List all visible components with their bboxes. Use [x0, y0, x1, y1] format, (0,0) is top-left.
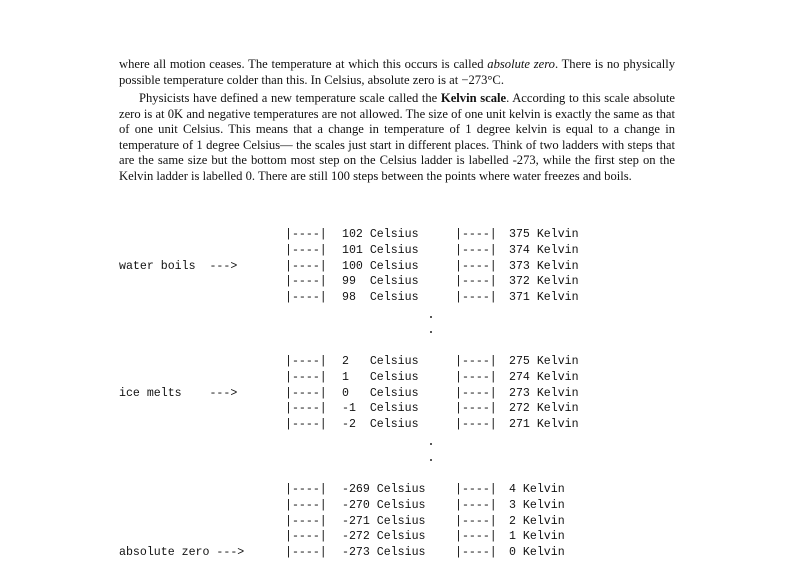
kelvin-value: 1 Kelvin: [509, 530, 565, 544]
celsius-ladder-step: |----|: [285, 546, 327, 560]
ladder-group-label: ice melts --->: [119, 386, 238, 400]
kelvin-ladder-step: |----|: [455, 386, 497, 400]
celsius-ladder-step: |----|: [285, 514, 327, 528]
ellipsis-dot: [430, 459, 432, 461]
kelvin-ladder-step: |----|: [455, 275, 497, 289]
kelvin-value: 373 Kelvin: [509, 259, 579, 273]
celsius-ladder-step: |----|: [285, 483, 327, 496]
celsius-value: 0 Celsius: [342, 386, 419, 400]
kelvin-ladder-step: |----|: [455, 259, 497, 273]
kelvin-ladder-step: |----|: [455, 498, 497, 512]
celsius-ladder-step: |----|: [285, 530, 327, 544]
celsius-ladder-step: |----|: [285, 370, 327, 384]
kelvin-value: 4 Kelvin: [509, 483, 565, 496]
celsius-value: -273 Celsius: [342, 546, 426, 560]
ladder-group-label: water boils --->: [119, 259, 238, 273]
kelvin-scale-term: Kelvin scale: [440, 91, 507, 105]
kelvin-value: 275 Kelvin: [509, 355, 579, 368]
kelvin-ladder-step: |----|: [455, 355, 497, 368]
celsius-value: 101 Celsius: [342, 243, 419, 257]
paragraph-1: [119, 57, 675, 88]
celsius-value: -269 Celsius: [342, 483, 426, 496]
paragraph-2: [119, 91, 675, 185]
ladder-group-label: absolute zero --->: [119, 546, 245, 560]
celsius-value: 99 Celsius: [342, 275, 419, 289]
absolute-zero-term: absolute zero: [487, 57, 555, 71]
kelvin-ladder-step: |----|: [455, 243, 497, 257]
ellipsis-dot: [430, 316, 432, 318]
celsius-ladder-step: |----|: [285, 418, 327, 432]
celsius-ladder-step: |----|: [285, 402, 327, 416]
kelvin-ladder-step: |----|: [455, 418, 497, 432]
paragraph-2-text: Physicists have defined a new temperature scale called the: [139, 91, 441, 105]
celsius-value: 98 Celsius: [342, 291, 419, 305]
celsius-value: -1 Celsius: [342, 402, 419, 416]
celsius-value: 100 Celsius: [342, 259, 419, 273]
celsius-ladder-step: |----|: [285, 275, 327, 289]
kelvin-value: 3 Kelvin: [509, 498, 565, 512]
paragraph-1-text-end: . There is no physically possible temperature colder than this. In Celsius, absolute zero is at −273°C.: [119, 57, 675, 87]
celsius-value: 2 Celsius: [342, 355, 419, 368]
celsius-ladder-step: |----|: [285, 228, 327, 241]
celsius-ladder-step: |----|: [285, 386, 327, 400]
kelvin-value: 372 Kelvin: [509, 275, 579, 289]
paragraph-2-text-end: . According to this scale absolute zero is at 0K and negative temperatures are not allowed. The size of one unit kelvin is exactly the same as that of one unit Celsius. This means that a change in temperature of 1 degree kelvin is equal to a change in temperature of 1 degree Celsius— the scales just start in different places. Think of two ladders with steps that are the same size but the bottom most step on the Celsius ladder is labelled -273, while the first step on the Kelvin ladder is labelled 0. There are still 100 steps between the points where water freezes and boils.: [119, 91, 675, 183]
celsius-ladder-step: |----|: [285, 355, 327, 368]
kelvin-ladder-step: |----|: [455, 291, 497, 305]
celsius-value: -2 Celsius: [342, 418, 419, 432]
kelvin-ladder-step: |----|: [455, 546, 497, 560]
kelvin-value: 2 Kelvin: [509, 514, 565, 528]
kelvin-value: 273 Kelvin: [509, 386, 579, 400]
celsius-value: -271 Celsius: [342, 514, 426, 528]
kelvin-value: 274 Kelvin: [509, 370, 579, 384]
celsius-ladder-step: |----|: [285, 259, 327, 273]
paragraph-1-text: where all motion ceases. The temperature at which this occurs is called: [119, 57, 488, 71]
kelvin-ladder-step: |----|: [455, 514, 497, 528]
celsius-value: 1 Celsius: [342, 370, 419, 384]
kelvin-value: 371 Kelvin: [509, 291, 579, 305]
kelvin-value: 272 Kelvin: [509, 402, 579, 416]
kelvin-ladder-step: |----|: [455, 228, 497, 241]
kelvin-value: 375 Kelvin: [509, 228, 579, 241]
kelvin-ladder-step: |----|: [455, 370, 497, 384]
celsius-value: -270 Celsius: [342, 498, 426, 512]
celsius-value: -272 Celsius: [342, 530, 426, 544]
kelvin-ladder-step: |----|: [455, 483, 497, 496]
kelvin-ladder-step: |----|: [455, 530, 497, 544]
ellipsis-dot: [430, 443, 432, 445]
kelvin-value: 374 Kelvin: [509, 243, 579, 257]
celsius-value: 102 Celsius: [342, 228, 419, 241]
kelvin-value: 271 Kelvin: [509, 418, 579, 432]
celsius-ladder-step: |----|: [285, 498, 327, 512]
kelvin-value: 0 Kelvin: [509, 546, 565, 560]
ellipsis-dot: [430, 331, 432, 333]
celsius-ladder-step: |----|: [285, 291, 327, 305]
kelvin-ladder-step: |----|: [455, 402, 497, 416]
celsius-ladder-step: |----|: [285, 243, 327, 257]
